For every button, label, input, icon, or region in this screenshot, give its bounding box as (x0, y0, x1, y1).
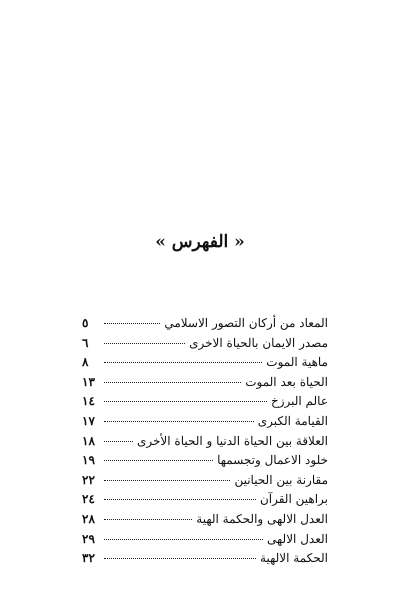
toc-entry-label: الحياة بعد الموت (245, 374, 328, 389)
dot-leader (104, 539, 263, 540)
toc-entry-label: براهين القرآن (259, 492, 328, 507)
dot-leader (104, 460, 213, 461)
toc-entry-label: خلود الاعمال وتجسمها (217, 453, 328, 468)
toc-entry-page: ١٨ (82, 433, 95, 448)
toc-entry-label: مقارنة بين الحيانين (234, 472, 328, 487)
toc-entry (82, 353, 328, 373)
dot-leader (104, 421, 254, 422)
toc-entry-page: ١٤ (82, 394, 95, 409)
dot-leader (104, 441, 133, 442)
toc-entry (82, 373, 328, 393)
toc-entry (82, 490, 328, 510)
toc-entry-page: ٢٨ (82, 511, 95, 526)
toc-entry-page: ٢٩ (82, 531, 95, 546)
toc-entry-label: ماهية الموت (266, 355, 328, 370)
toc-entry-page: ١٧ (82, 413, 95, 428)
dot-leader (104, 499, 256, 500)
dot-leader (104, 519, 192, 520)
toc-entry-label: العدل الالهى والحكمة الهية (196, 511, 328, 526)
toc-entry-page: ٣٢ (82, 551, 95, 566)
toc-entry (82, 471, 328, 491)
toc-entry (82, 392, 328, 412)
toc-entry-label: الحكمة الالهية (260, 551, 328, 566)
dot-leader (104, 343, 185, 344)
toc-entry (82, 530, 328, 550)
toc-entry-label: العدل الالهى (267, 531, 328, 546)
toc-entry (82, 334, 328, 354)
toc-entry-label: القيامة الكبرى (257, 413, 328, 428)
dot-leader (104, 558, 256, 559)
dot-leader (104, 480, 230, 481)
toc-entry-label: عالم البرزخ (270, 394, 328, 409)
toc-entry-label: مصدر الايمان بالحياة الاخرى (189, 335, 328, 350)
dot-leader (104, 323, 160, 324)
dot-leader (104, 382, 241, 383)
dot-leader (104, 401, 267, 402)
toc-entry (82, 432, 328, 452)
toc-entry (82, 412, 328, 432)
toc-entry-page: ٦ (82, 335, 89, 350)
toc-entry-label: المعاد من أركان التصور الاسلامي (164, 316, 328, 330)
toc-entry (82, 510, 328, 530)
toc-entry (82, 451, 328, 471)
toc-entry (82, 314, 328, 334)
toc-entry (82, 549, 328, 569)
toc-entry-page: ١٣ (82, 374, 95, 389)
toc-entry-page: ٢٢ (82, 472, 95, 487)
toc-list (82, 314, 328, 569)
dot-leader (104, 362, 262, 363)
toc-entry-label: العلاقة بين الحياة الدنيا و الحياة الأخرى (136, 433, 328, 448)
toc-entry-page: ٢٤ (82, 492, 95, 507)
toc-entry-page: ٥ (82, 316, 89, 330)
toc-entry-page: ٨ (82, 355, 89, 370)
toc-entry-page: ١٩ (82, 453, 95, 468)
toc-title: « الفهرس » (155, 232, 245, 252)
